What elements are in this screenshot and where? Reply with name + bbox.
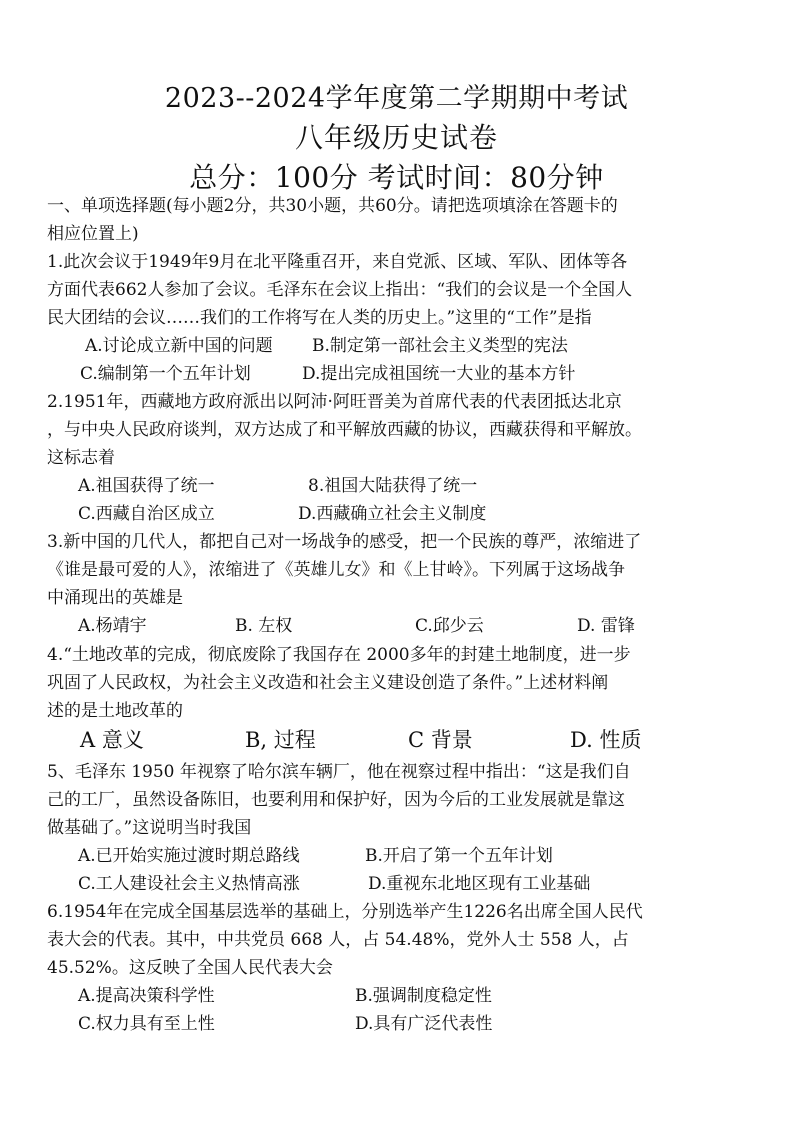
option-a[interactable]: A.提高决策科学性 bbox=[78, 986, 215, 1006]
question-text: 中涌现出的英雄是 bbox=[47, 588, 183, 608]
option-d[interactable]: D. 雷锋 bbox=[577, 616, 635, 636]
question-text: 己的工厂，虽然设备陈旧，也要利用和保护好，因为今后的工业发展就是靠这 bbox=[47, 790, 625, 810]
question-text: 表大会的代表。其中，中共党员 668 人，占 54.48%，党外人士 558 人，占 bbox=[47, 930, 629, 950]
question-text: 巩固了人民政权，为社会主义改造和社会主义建设创造了条件。”上述材料阐 bbox=[47, 673, 609, 693]
option-c[interactable]: C.邱少云 bbox=[415, 616, 484, 636]
question-text: 2.1951年，西藏地方政府派出以阿沛·阿旺晋美为首席代表的代表团抵达北京 bbox=[47, 392, 622, 412]
option-a[interactable]: A.祖国获得了统一 bbox=[78, 476, 215, 496]
option-b[interactable]: B, 过程 bbox=[245, 728, 316, 752]
option-d[interactable]: D.提出完成祖国统一大业的基本方针 bbox=[302, 364, 576, 384]
option-a[interactable]: A 意义 bbox=[80, 728, 144, 752]
exam-subtitle: 八年级历史试卷 bbox=[294, 121, 498, 154]
option-c[interactable]: C.工人建设社会主义热情高涨 bbox=[78, 874, 300, 894]
exam-meta: 总分：100分 考试时间：80分钟 bbox=[189, 161, 604, 194]
option-c[interactable]: C.权力具有至上性 bbox=[78, 1014, 215, 1034]
option-b[interactable]: B.开启了第一个五年计划 bbox=[365, 846, 553, 866]
question-text: 1.此次会议于1949年9月在北平隆重召开，来自党派、区域、军队、团体等各 bbox=[47, 252, 628, 272]
question-text: 5、毛泽东 1950 年视察了哈尔滨车辆厂，他在视察过程中指出：“这是我们自 bbox=[47, 762, 631, 782]
option-d[interactable]: D.具有广泛代表性 bbox=[355, 1014, 493, 1034]
section-heading-cont: 相应位置上) bbox=[47, 224, 139, 244]
option-a[interactable]: A.讨论成立新中国的问题 bbox=[85, 336, 273, 356]
option-b[interactable]: B. 左权 bbox=[235, 616, 293, 636]
option-d[interactable]: D.重视东北地区现有工业基础 bbox=[368, 874, 591, 894]
option-c[interactable]: C 背景 bbox=[408, 728, 473, 752]
question-text: 《谁是最可爱的人》，浓缩进了《英雄儿女》和《上甘岭》。下列属于这场战争 bbox=[47, 560, 625, 580]
option-d[interactable]: D.西藏确立社会主义制度 bbox=[298, 504, 487, 524]
question-text: 这标志着 bbox=[47, 448, 115, 468]
question-text: 做基础了。”这说明当时我国 bbox=[47, 818, 252, 838]
exam-title: 2023--2024学年度第二学期期中考试 bbox=[164, 83, 629, 114]
section-heading: 一、单项选择题(每小题2分，共30小题，共60分。请把选项填涂在答题卡的 bbox=[47, 196, 618, 216]
question-text: 民大团结的会议……我们的工作将写在人类的历史上。”这里的“工作”是指 bbox=[47, 308, 592, 328]
question-text: 4.“土地改革的完成，彻底废除了我国存在 2000多年的封建土地制度，进一步 bbox=[47, 645, 631, 665]
option-b[interactable]: B.制定第一部社会主义类型的宪法 bbox=[312, 336, 568, 356]
option-b[interactable]: 8.祖国大陆获得了统一 bbox=[308, 476, 478, 496]
question-text: 3.新中国的几代人，都把自己对一场战争的感受，把一个民族的尊严，浓缩进了 bbox=[47, 532, 642, 552]
question-text: 6.1954年在完成全国基层选举的基础上，分别选举产生1226名出席全国人民代 bbox=[47, 902, 643, 922]
question-text: 方面代表662人参加了会议。毛泽东在会议上指出：“我们的会议是一个全国人 bbox=[47, 280, 633, 300]
question-text: 45.52%。这反映了全国人民代表大会 bbox=[47, 958, 333, 978]
option-a[interactable]: A.已开始实施过渡时期总路线 bbox=[78, 846, 300, 866]
option-d[interactable]: D. 性质 bbox=[570, 728, 642, 752]
question-text: 述的是土地改革的 bbox=[47, 701, 183, 721]
option-c[interactable]: C.西藏自治区成立 bbox=[78, 504, 215, 524]
option-b[interactable]: B.强调制度稳定性 bbox=[355, 986, 492, 1006]
option-c[interactable]: C.编制第一个五年计划 bbox=[80, 364, 251, 384]
option-a[interactable]: A.杨靖宇 bbox=[78, 616, 147, 636]
question-text: ，与中央人民政府谈判，双方达成了和平解放西藏的协议，西藏获得和平解放。 bbox=[47, 420, 642, 440]
